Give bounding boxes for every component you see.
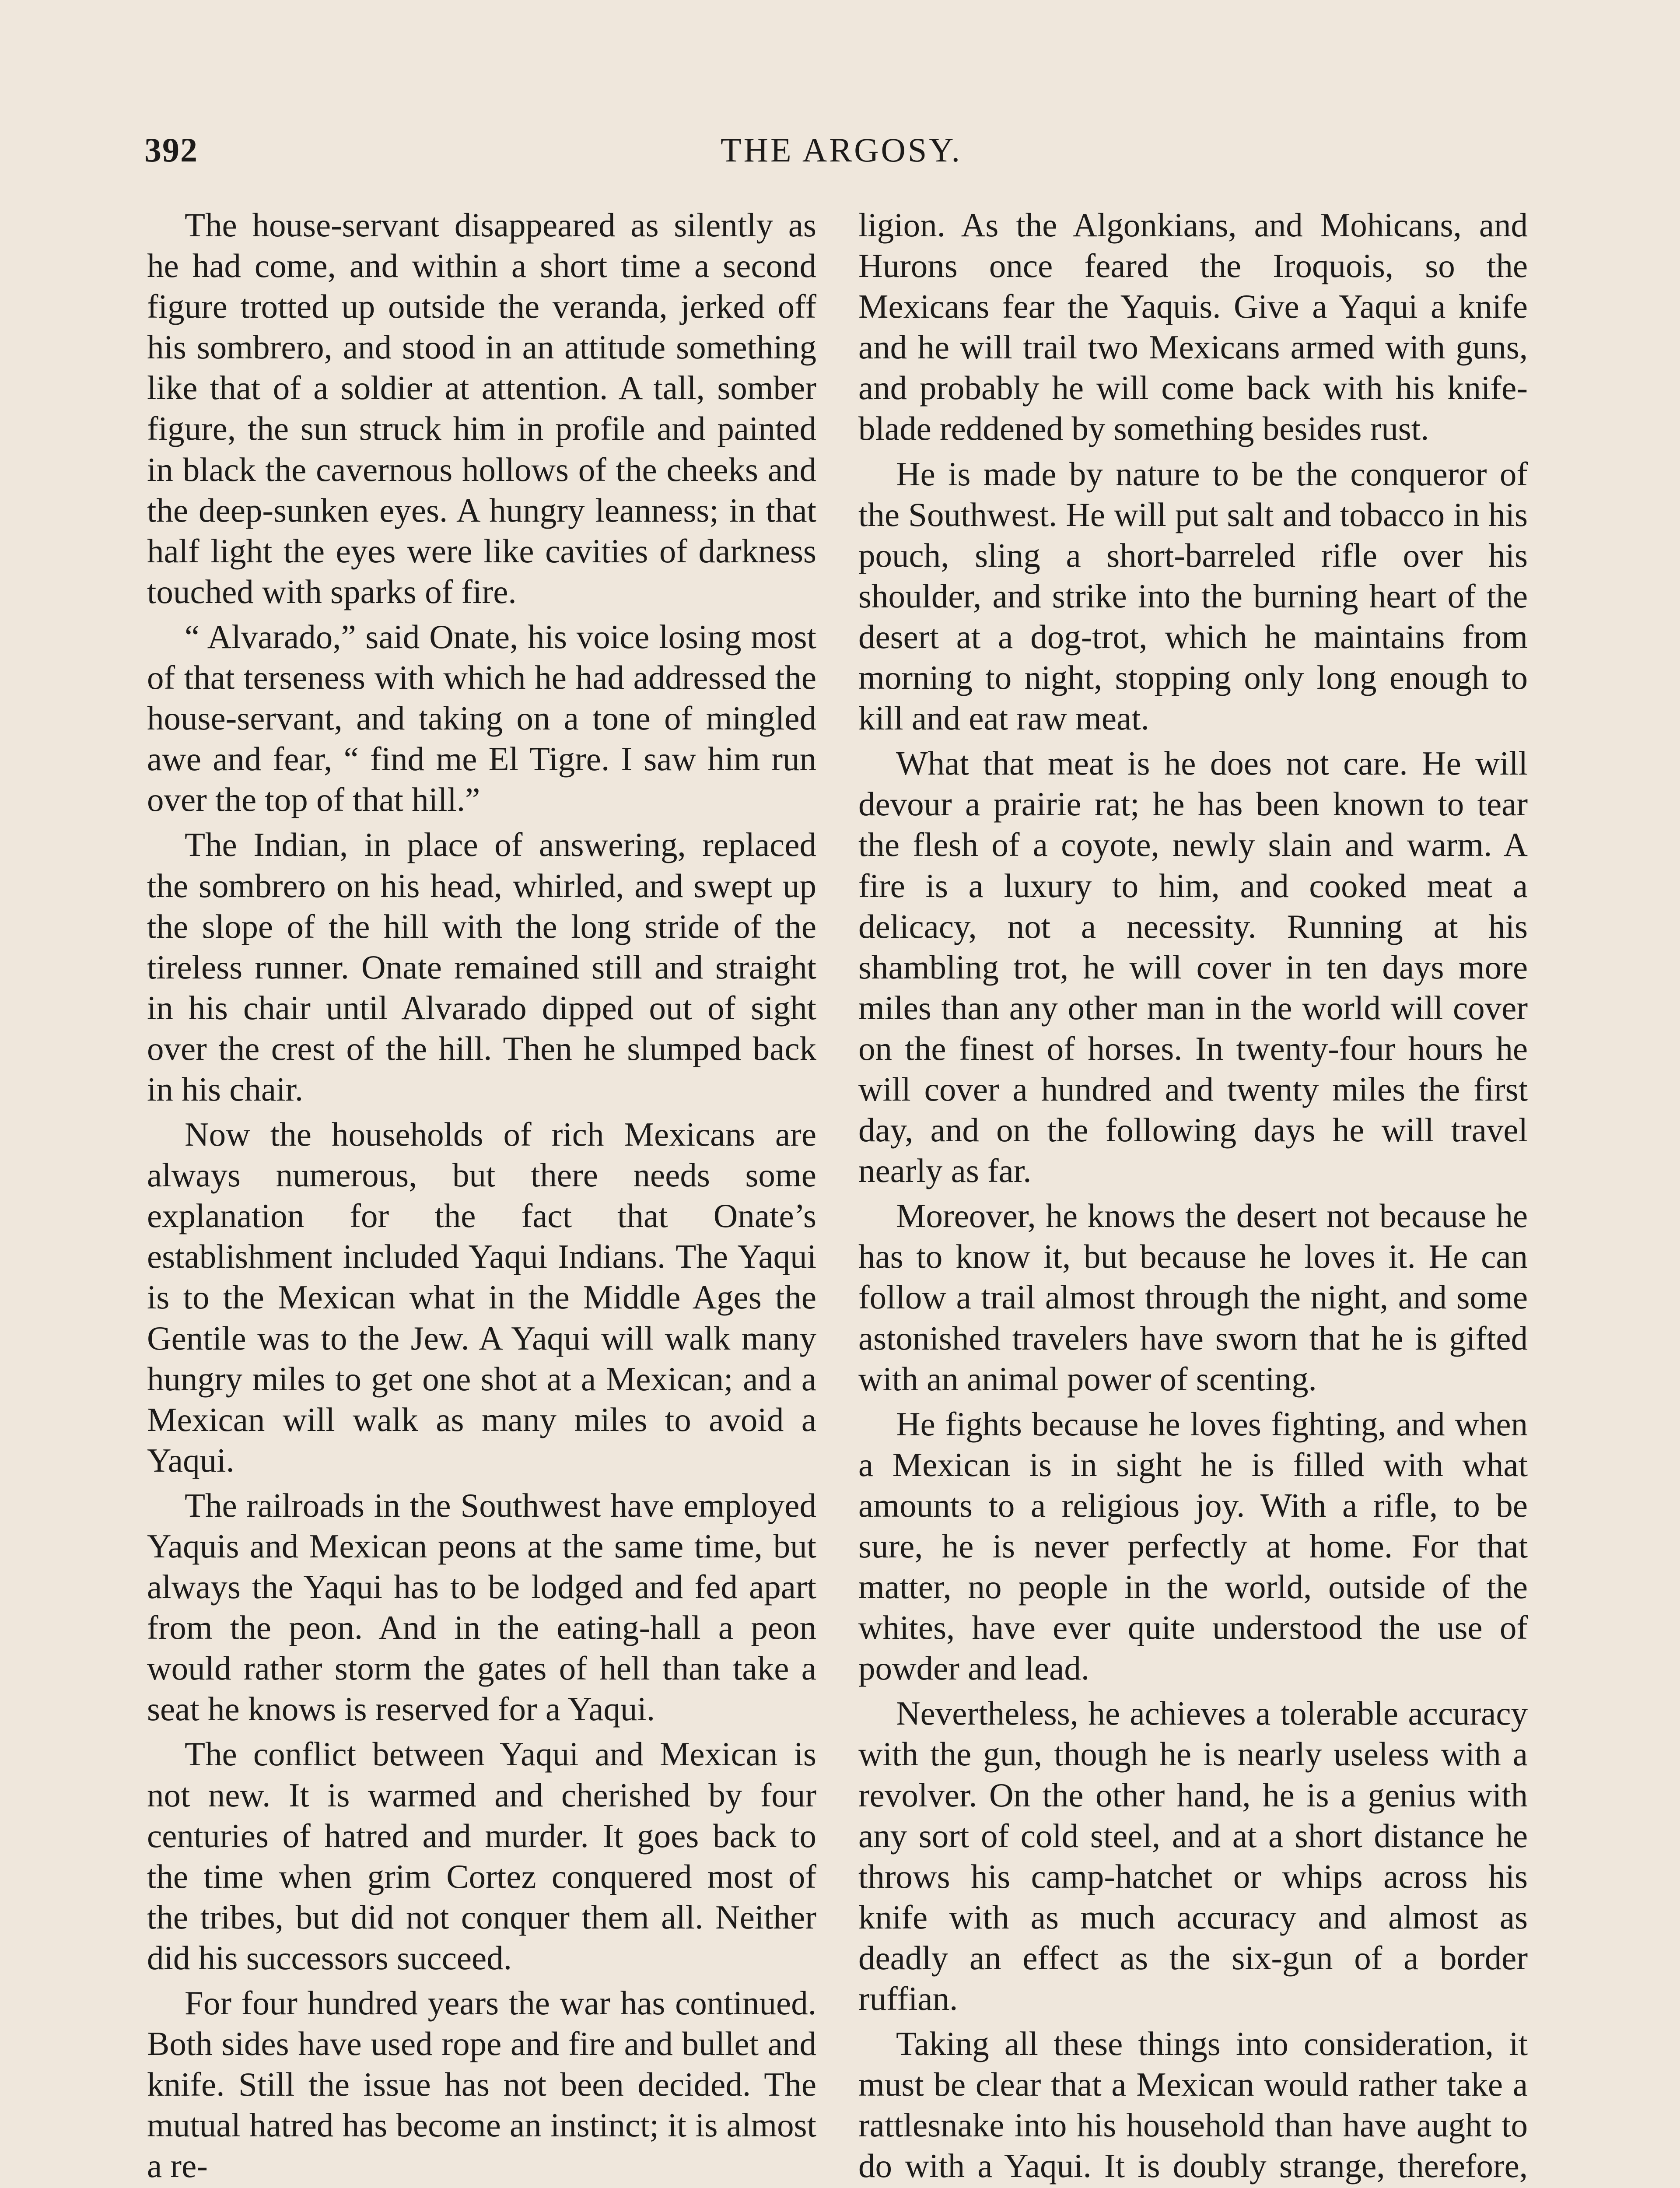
paragraph: Now the households of rich Mexicans are always numerous, but there needs some explanation for the fact that Onate’s establishment included Yaqui Indians. The Yaqui is to the Mexican what in the Middle Ages the Gentile was to the Jew. A Yaqui will walk many hungry miles to get one shot at a Mexican; and a Mexican will walk as many miles to avoid a Yaqui. <box>147 1115 816 1479</box>
left-column <box>147 205 816 2187</box>
paragraph: Nevertheless, he achieves a tolerable accuracy with the gun, though he is nearly useless with a revolver. On the other hand, he is a genius with any sort of cold steel, and at a short distance he throws his camp-hatchet or whips across his knife with as much accuracy and almost as deadly an effect as the six-gun of a border ruffian. <box>858 1694 1528 2018</box>
right-column <box>858 205 1528 2188</box>
paragraph-continuation: ligion. As the Algonkians, and Mohicans, and Hurons once feared the Iroquois, so the Mexicans fear the Yaquis. Give a Yaqui a knife and he will trail two Mexicans armed with guns, and probably he will come back with his knife-blade reddened by something besides rust. <box>858 206 1528 448</box>
running-title: THE ARGOSY. <box>721 131 962 169</box>
paragraph: The Indian, in place of answering, replaced the sombrero on his head, whirled, and swept up the slope of the hill with the long stride of the tireless runner. Onate remained still and straight in his chair until Alvarado dipped out of sight over the crest of the hill. Then he slumped back in his chair. <box>147 826 816 1108</box>
paragraph: He is made by nature to be the conqueror of the Southwest. He will put salt and tobacco in his pouch, sling a short-barreled rifle over his shoulder, and strike into the burning heart of the desert at a dog-trot, which he maintains from morning to night, stopping only long enough to kill and eat raw meat. <box>858 455 1528 737</box>
page-header <box>144 130 1538 179</box>
paragraph: What that meat is he does not care. He will devour a prairie rat; he has been known to tear the flesh of a coyote, newly slain and warm. A fire is a luxury to him, and cooked meat a delicacy, not a necessity. Running at his shambling trot, he will cover in ten days more miles than any other man in the world will cover on the finest of horses. In twenty-four hours he will cover a hundred and twenty miles the first day, and on the following days he will travel nearly as far. <box>858 744 1528 1190</box>
paragraph: The railroads in the Southwest have employed Yaquis and Mexican peons at the same time, but always the Yaqui has to be lodged and fed apart from the peon. And in the eating-hall a peon would rather storm the gates of hell than take a seat he knows is reserved for a Yaqui. <box>147 1486 816 1728</box>
paragraph: “ Alvarado,” said Onate, his voice losing most of that terseness with which he had addressed the house-servant, and taking on a tone of mingled awe and fear, “ find me El Tigre. I saw him run over the top of that hill.” <box>147 617 816 819</box>
paragraph: Moreover, he knows the desert not because he has to know it, but because he loves it. He can follow a trail almost through the night, and some astonished travelers have sworn that he is gifted with an animal power of scenting. <box>858 1197 1528 1398</box>
paragraph: The house-servant disappeared as silently as he had come, and within a short time a second figure trotted up outside the veranda, jerked off his sombrero, and stood in an attitude something like that of a soldier at attention. A tall, somber figure, the sun struck him in profile and painted in black the cavernous hollows of the cheeks and the deep-sunken eyes. A hungry leanness; in that half light the eyes were like cavities of darkness touched with sparks of fire. <box>147 206 816 610</box>
page-number: 392 <box>144 131 198 169</box>
paragraph: Taking all these things into consideration, it must be clear that a Mexican would rather take a rattlesnake into his household than have aught to do with a Yaqui. It is doubly strange, therefore, <box>858 2025 1528 2185</box>
paragraph: The conflict between Yaqui and Mexican is not new. It is warmed and cherished by four centuries of hatred and murder. It goes back to the time when grim Cortez conquered most of the tribes, but did not conquer them all. Neither did his successors succeed. <box>147 1735 816 1977</box>
paragraph: He fights because he loves fighting, and when a Mexican is in sight he is filled with what amounts to a religious joy. With a rifle, to be sure, he is never perfectly at home. For that matter, no people in the world, outside of the whites, have ever quite understood the use of powder and lead. <box>858 1405 1528 1687</box>
paragraph: For four hundred years the war has continued. Both sides have used rope and fire and bullet and knife. Still the issue has not been decided. The mutual hatred has become an instinct; it is almost a re- <box>147 1984 816 2185</box>
